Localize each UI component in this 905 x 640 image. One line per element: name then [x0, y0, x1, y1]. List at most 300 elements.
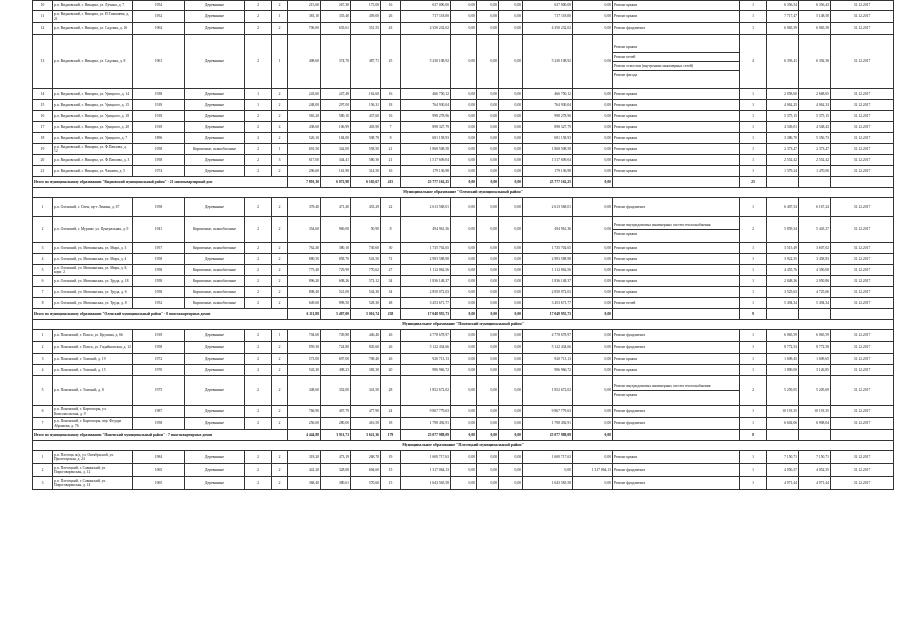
fund-cell: 0,00: [451, 133, 477, 144]
owners-cell: 1 112 062,56: [523, 265, 573, 276]
address-cell: р.п. Видновский, г. Никарча, ул. Лучина, д. 7: [53, 1, 133, 11]
works-cell: [613, 198, 740, 217]
work-item: Ремонт крыши: [614, 146, 638, 151]
owners-cell: 1 852 672,02: [523, 376, 573, 406]
entrances-cell: 2: [272, 451, 288, 464]
table-row: [33, 100, 894, 111]
works-cell: [613, 243, 740, 254]
fund-cell: 0,00: [451, 23, 477, 35]
total-area-cell: 617,00: [288, 155, 321, 166]
residents-cell: 27: [381, 265, 401, 276]
residents-cell: 16: [381, 111, 401, 122]
cost-cell: 2 983 588,98: [401, 254, 451, 265]
living-area-cell: 161,90: [321, 166, 351, 177]
total-units-cell: 8: [740, 430, 767, 441]
owners-cell: 920 713,13: [523, 354, 573, 365]
total-f3-cell: 0,00: [499, 177, 523, 188]
floors-cell: 2: [245, 144, 272, 155]
entrances-cell: 1: [272, 35, 288, 89]
residential-area-cell: 268,70: [351, 451, 381, 464]
work-item: Ремонт крыши: [614, 289, 638, 294]
row-number-cell: 1: [33, 330, 53, 342]
row-number-cell: 5: [33, 376, 53, 406]
max-cost-cell: 6 392,38: [799, 35, 831, 89]
address-cell: р.п. Плесецк ж/д, ул. Октябрьской, ул. Пролетарская, д. 24: [53, 451, 133, 464]
cost-cell: 1 600 717,63: [401, 451, 451, 464]
address-cell: р.п. Плесецкий, г. Савинский, ул. Пироговаренская, д. 14: [53, 477, 133, 490]
year-cell: 1938: [133, 89, 185, 100]
entrances-cell: 2: [272, 342, 288, 354]
total-f1-cell: 0,00: [451, 309, 477, 320]
residents-cell: 28: [381, 376, 401, 406]
municipal-cell: 0,00: [499, 376, 523, 406]
floors-cell: 2: [245, 1, 272, 11]
owners-cell: 179 136,98: [523, 166, 573, 177]
unit-cost-cell: 5 375,15: [767, 111, 799, 122]
total-o2-cell: 0,00: [573, 177, 613, 188]
municipal-cell: 0,00: [499, 35, 523, 89]
municipal-cell: 0,00: [499, 406, 523, 418]
table-row: [33, 451, 894, 464]
table-row: [33, 354, 894, 365]
floors-cell: 2: [245, 265, 272, 276]
owners-cell: 494 961,36: [523, 217, 573, 243]
work-item: Ремонт фундамента: [614, 409, 646, 414]
date-cell: 31.12.2017: [831, 144, 894, 155]
owners-cell: 986 966,72: [523, 365, 573, 376]
total-area-cell: 6 111,88: [288, 309, 321, 320]
living-area-cell: 608,26: [321, 276, 351, 287]
date-cell: 31.12.2017: [831, 376, 894, 406]
living-area-cell: 335,40: [321, 11, 351, 23]
cost-cell: 1 643 565,58: [401, 477, 451, 490]
owners-cell: 1 868 508,58: [523, 144, 573, 155]
units-cell: 1: [740, 287, 767, 298]
municipal-cell: 0,00: [499, 122, 523, 133]
entrances-cell: 2: [272, 354, 288, 365]
regional-cell: 0,00: [477, 243, 499, 254]
table-row: [33, 217, 894, 243]
date-cell: 31.12.2017: [831, 287, 894, 298]
unit-cost-cell: 6 407,54: [767, 198, 799, 217]
works-cell: [613, 166, 740, 177]
row-number-cell: 4: [33, 365, 53, 376]
cost-cell: 3 453 671,77: [401, 298, 451, 309]
table-row: [33, 365, 894, 376]
floors-cell: 2: [245, 198, 272, 217]
residential-area-cell: 162,60: [351, 89, 381, 100]
year-cell: 1958: [133, 342, 185, 354]
wall-material-cell: Кирпичные, шлакоблочные: [185, 243, 245, 254]
total-area-cell: 691,50: [288, 144, 321, 155]
owners-cell: 4 350 232,02: [523, 23, 573, 35]
year-cell: 1918: [133, 111, 185, 122]
wall-material-cell: Деревянные: [185, 133, 245, 144]
wall-material-cell: Кирпичные, шлакоблочные: [185, 265, 245, 276]
wall-material-cell: Деревянные: [185, 477, 245, 490]
entrances-cell: 2: [272, 254, 288, 265]
cost-cell: 5 122 434,66: [401, 342, 451, 354]
floors-cell: 2: [245, 418, 272, 430]
residential-area-cell: 845,60: [351, 342, 381, 354]
municipal-cell: 0,00: [499, 89, 523, 100]
table-row: [33, 298, 894, 309]
total-area-cell: 354,60: [288, 217, 321, 243]
address-cell: р.п. Поненский, г. Картопоры, ул. Комсомольская, д. 9: [53, 406, 133, 418]
owners-cell: 1 798 492,91: [523, 418, 573, 430]
other-cell: 0,00: [573, 330, 613, 342]
municipal-cell: 0,00: [499, 477, 523, 490]
address-cell: р.п. Поненский, г. Томский, д. 15: [53, 365, 133, 376]
owners-cell: 0,00: [523, 464, 573, 477]
fund-cell: 0,00: [451, 217, 477, 243]
cost-cell: 1 112 062,56: [401, 265, 451, 276]
max-cost-cell: 6 065,58: [799, 23, 831, 35]
works-cell: [613, 122, 740, 133]
owners-cell: 2 850 072,03: [523, 287, 573, 298]
units-cell: 1: [740, 477, 767, 490]
residential-area-cell: 572,12: [351, 276, 381, 287]
floors-cell: 2: [245, 477, 272, 490]
address-cell: р.п. Видновский, г. Никарча, ул. Урицкого, д. 15: [53, 100, 133, 111]
entrances-cell: 2: [272, 243, 288, 254]
year-cell: 1974: [133, 166, 185, 177]
work-item: Ремонт крыши: [614, 232, 638, 236]
regional-cell: 0,00: [477, 451, 499, 464]
other-cell: 0,00: [573, 100, 613, 111]
table-row: [33, 198, 894, 217]
date-cell: 31.12.2017: [831, 111, 894, 122]
empty-cell: [831, 177, 894, 188]
row-number-cell: 6: [33, 276, 53, 287]
row-number-cell: 2: [33, 464, 53, 477]
units-cell: 2: [740, 217, 767, 243]
fund-cell: 0,00: [451, 287, 477, 298]
fund-cell: 0,00: [451, 265, 477, 276]
empty-cell: [831, 309, 894, 320]
regional-cell: 0,00: [477, 23, 499, 35]
fund-cell: 0,00: [451, 464, 477, 477]
work-item: Ремонт фундамента: [614, 467, 646, 472]
work-item: Ремонт крыши: [614, 256, 638, 261]
units-cell: 1: [740, 198, 767, 217]
other-cell: 0,00: [573, 342, 613, 354]
max-cost-cell: 6 908,04: [799, 418, 831, 430]
unit-cost-cell: 10 191,35: [767, 406, 799, 418]
floors-cell: 2: [245, 406, 272, 418]
regional-cell: 0,00: [477, 254, 499, 265]
max-cost-cell: 2 668,65: [799, 89, 831, 100]
unit-cost-cell: 2 373,47: [767, 144, 799, 155]
units-cell: 1: [740, 451, 767, 464]
regional-cell: 0,00: [477, 198, 499, 217]
year-cell: 1965: [133, 477, 185, 490]
residents-cell: 26: [381, 354, 401, 365]
regional-cell: 0,00: [477, 330, 499, 342]
year-cell: 1970: [133, 365, 185, 376]
fund-cell: 0,00: [451, 35, 477, 89]
section-header-row: [33, 441, 894, 451]
total-row: [33, 177, 894, 188]
address-cell: р.п. Поненский, г. Поиск, ул. Крупина, д. 66: [53, 330, 133, 342]
cost-cell: 494 961,36: [401, 217, 451, 243]
units-cell: 1: [740, 342, 767, 354]
other-cell: 0,00: [573, 254, 613, 265]
works-cell: [613, 365, 740, 376]
row-number-cell: 17: [33, 122, 53, 133]
work-item: Ремонт отмостки (внутренних инженерных сетей): [613, 62, 739, 71]
other-cell: 0,00: [573, 166, 613, 177]
row-number-cell: 6: [33, 406, 53, 418]
fund-cell: 0,00: [451, 418, 477, 430]
work-item: Ремонт крыши: [614, 367, 638, 372]
max-cost-cell: 3 458,83: [799, 254, 831, 265]
fund-cell: 0,00: [451, 1, 477, 11]
date-cell: 31.12.2017: [831, 418, 894, 430]
max-cost-cell: 5 205,69: [799, 376, 831, 406]
date-cell: 31.12.2017: [831, 276, 894, 287]
address-cell: р.п. Оленский, ул. Мичманская, ул. Мира, д. 4: [53, 254, 133, 265]
year-cell: 1918: [133, 122, 185, 133]
residential-area-cell: 580,30: [351, 155, 381, 166]
other-cell: 0,00: [573, 354, 613, 365]
section-header-row: [33, 320, 894, 330]
regional-cell: 0,00: [477, 144, 499, 155]
address-cell: р.п. Оленский, ул. Мичманская, ул. Труда, д. 18: [53, 276, 133, 287]
works-cell: [613, 265, 740, 276]
floors-cell: 2: [245, 342, 272, 354]
living-area-cell: 498,23: [321, 365, 351, 376]
table-row: [33, 406, 894, 418]
total-row: [33, 430, 894, 441]
owners-cell: 1 735 702,65: [523, 243, 573, 254]
units-cell: 1: [740, 298, 767, 309]
fund-cell: 0,00: [451, 477, 477, 490]
living-area-cell: 724,80: [321, 342, 351, 354]
date-cell: 31.12.2017: [831, 451, 894, 464]
table-row: [33, 330, 894, 342]
entrances-cell: 2: [272, 298, 288, 309]
residents-cell: 16: [381, 1, 401, 11]
municipal-cell: 0,00: [499, 111, 523, 122]
other-cell: 0,00: [573, 23, 613, 35]
work-item: Ремонт крыши: [613, 43, 739, 52]
year-cell: 1954: [133, 1, 185, 11]
residents-cell: 21: [381, 144, 401, 155]
works-cell: [613, 376, 740, 406]
residential-area-cell: 437,60: [351, 111, 381, 122]
other-cell: 0,00: [573, 217, 613, 243]
floors-cell: 2: [245, 287, 272, 298]
works-cell: [613, 464, 740, 477]
fund-cell: 0,00: [451, 122, 477, 133]
regional-cell: 0,00: [477, 298, 499, 309]
max-cost-cell: 7 150,71: [799, 451, 831, 464]
total-area-cell: 4 444,88: [288, 430, 321, 441]
residential-area-cell: 604,60: [351, 464, 381, 477]
max-cost-cell: 6 065,59: [799, 330, 831, 342]
residential-area-cell: 459,00: [351, 11, 381, 23]
floors-cell: 2: [245, 376, 272, 406]
row-number-cell: 3: [33, 354, 53, 365]
units-cell: 1: [740, 23, 767, 35]
section-title: Муниципальное образование "Поненский муниципальный район": [33, 320, 894, 330]
units-cell: 1: [740, 144, 767, 155]
wall-material-cell: Деревянные: [185, 254, 245, 265]
residential-area-cell: 558,50: [351, 144, 381, 155]
fund-cell: 0,00: [451, 365, 477, 376]
owners-cell: 466 750,12: [523, 89, 573, 100]
entrances-cell: 2: [272, 287, 288, 298]
works-cell: [613, 287, 740, 298]
work-item: Ремонт крыши: [614, 454, 638, 459]
municipal-cell: 0,00: [499, 100, 523, 111]
max-cost-cell: 3 126,85: [799, 365, 831, 376]
total-area-cell: 859,30: [288, 342, 321, 354]
regional-cell: 0,00: [477, 354, 499, 365]
address-cell: р.п. Видновский, г. Никарча, ул. Садовая, д. 8: [53, 35, 133, 89]
total-f1-cell: 0,00: [451, 430, 477, 441]
owners-cell: 1 517 609,04: [523, 155, 573, 166]
cost-cell: 1 868 508,58: [401, 144, 451, 155]
work-item: Ремонт фундамента: [614, 333, 646, 338]
floors-cell: 1: [245, 100, 272, 111]
unit-cost-cell: 4 549,01: [767, 122, 799, 133]
document-sheet: [32, 0, 893, 490]
unit-cost-cell: 3 525,63: [767, 287, 799, 298]
row-number-cell: 3: [33, 477, 53, 490]
date-cell: 31.12.2017: [831, 89, 894, 100]
regional-cell: 0,00: [477, 406, 499, 418]
unit-cost-cell: 5 494,34: [767, 298, 799, 309]
total-f2-cell: 0,00: [477, 177, 499, 188]
fund-cell: 0,00: [451, 298, 477, 309]
units-cell: 1: [740, 155, 767, 166]
residents-cell: 15: [381, 477, 401, 490]
work-item: Ремонт крыши: [614, 14, 638, 19]
floors-cell: 2: [245, 166, 272, 177]
municipal-cell: 0,00: [499, 342, 523, 354]
max-cost-cell: 2 050,86: [799, 276, 831, 287]
entrances-cell: 2: [272, 477, 288, 490]
municipal-cell: 0,00: [499, 144, 523, 155]
residential-area-cell: 544,30: [351, 287, 381, 298]
floors-cell: 2: [245, 464, 272, 477]
year-cell: 1941: [133, 217, 185, 243]
wall-material-cell: Кирпичные, шлакоблочные: [185, 298, 245, 309]
total-area-cell: 896,20: [288, 276, 321, 287]
residents-cell: 8: [381, 133, 401, 144]
work-item: Ремонт фундамента: [614, 421, 646, 426]
wall-material-cell: Кирпичные, шлакоблочные: [185, 287, 245, 298]
total-f3-cell: 0,00: [499, 430, 523, 441]
total-area-cell: 318,20: [288, 451, 321, 464]
total-cost-cell: 17 048 955,73: [401, 309, 451, 320]
total-res-cell: 3 621,36: [351, 430, 381, 441]
wall-material-cell: Деревянные: [185, 354, 245, 365]
works-cell: [613, 477, 740, 490]
units-cell: 1: [740, 418, 767, 430]
unit-cost-cell: 1 609,45: [767, 354, 799, 365]
regional-cell: 0,00: [477, 111, 499, 122]
wall-material-cell: Кирпичные, шлакоблочные: [185, 276, 245, 287]
works-cell: [613, 276, 740, 287]
other-cell: 0,00: [573, 477, 613, 490]
total-o2-cell: 0,00: [573, 430, 613, 441]
max-cost-cell: 8 772,58: [799, 342, 831, 354]
regional-cell: 0,00: [477, 376, 499, 406]
other-cell: 0,00: [573, 376, 613, 406]
residential-area-cell: 341,50: [351, 376, 381, 406]
year-cell: 1958: [133, 276, 185, 287]
cost-cell: 4 778 678,97: [401, 330, 451, 342]
living-area-cell: 471,40: [321, 198, 351, 217]
total-area-cell: 378,40: [288, 198, 321, 217]
work-item: Ремонт крыши: [614, 278, 638, 283]
total-area-cell: 649,60: [288, 298, 321, 309]
total-area-cell: 704,60: [288, 330, 321, 342]
total-area-cell: 573,00: [288, 354, 321, 365]
date-cell: 31.12.2017: [831, 198, 894, 217]
max-cost-cell: 4 052,35: [799, 464, 831, 477]
unit-cost-cell: 8 772,54: [767, 342, 799, 354]
other-cell: 0,00: [573, 155, 613, 166]
total-works-cell: [613, 309, 740, 320]
empty-cell: [831, 430, 894, 441]
owners-cell: 717 118,00: [523, 11, 573, 23]
empty-cell: [799, 309, 831, 320]
works-cell: [613, 133, 740, 144]
regional-cell: 0,00: [477, 166, 499, 177]
regional-cell: 0,00: [477, 35, 499, 89]
works-cell: [613, 342, 740, 354]
row-number-cell: 2: [33, 342, 53, 354]
fund-cell: 0,00: [451, 198, 477, 217]
fund-cell: 0,00: [451, 342, 477, 354]
wall-material-cell: Кирпичные, шлакоблочные: [185, 217, 245, 243]
work-item: Ремонт крыши: [614, 113, 638, 118]
entrances-cell: 3: [272, 155, 288, 166]
row-number-cell: 16: [33, 111, 53, 122]
address-cell: р.п. Поненский, г. Томский, д. 8: [53, 376, 133, 406]
date-cell: 31.12.2017: [831, 1, 894, 11]
total-cost-cell: 25 777 162,25: [401, 177, 451, 188]
works-cell: [613, 155, 740, 166]
other-cell: 0,00: [573, 406, 613, 418]
date-cell: 31.12.2017: [831, 23, 894, 35]
total-own-cell: 17 048 955,73: [523, 309, 573, 320]
floors-cell: 2: [245, 298, 272, 309]
table-row: [33, 122, 894, 133]
entrances-cell: 2: [272, 100, 288, 111]
total-own-cell: 25 077 988,09: [523, 430, 573, 441]
owners-cell: 3 453 671,77: [523, 298, 573, 309]
unit-cost-cell: 6 393,41: [767, 35, 799, 89]
floors-cell: 2: [245, 243, 272, 254]
unit-cost-cell: 1 379,24: [767, 166, 799, 177]
wall-material-cell: Кирпичные, шлакоблочные: [185, 144, 245, 155]
owners-cell: 2 983 588,98: [523, 254, 573, 265]
floors-cell: 2: [245, 11, 272, 23]
empty-cell: [767, 430, 799, 441]
date-cell: 31.12.2017: [831, 133, 894, 144]
row-number-cell: 11: [33, 11, 53, 23]
max-cost-cell: 10 191,35: [799, 406, 831, 418]
units-cell: 1: [740, 254, 767, 265]
unit-cost-cell: 2 552,42: [767, 155, 799, 166]
living-area-cell: 342,00: [321, 144, 351, 155]
max-cost-cell: 4 725,66: [799, 287, 831, 298]
